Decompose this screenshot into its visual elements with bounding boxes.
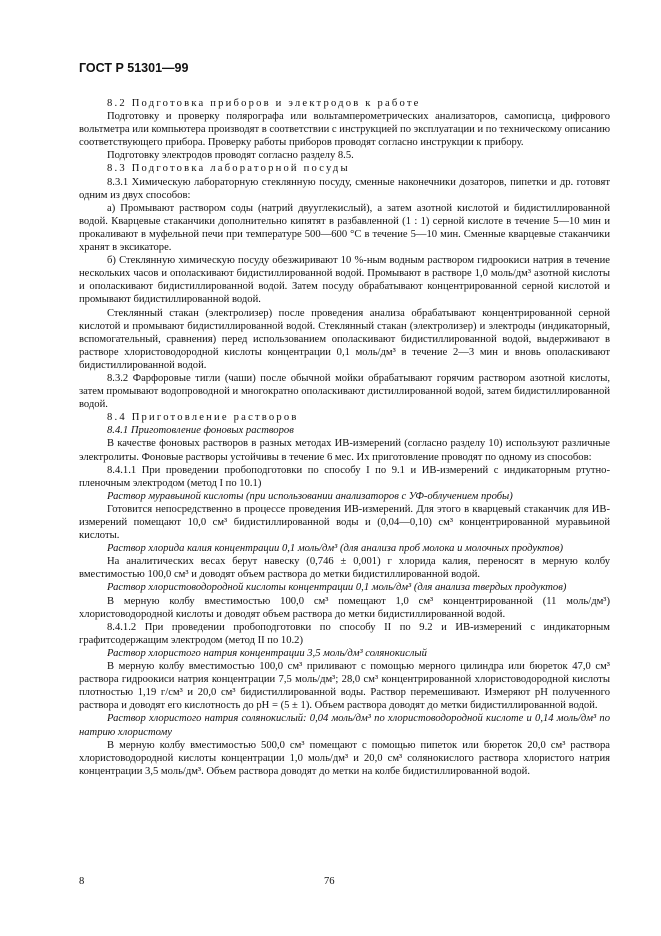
paragraph: 8.3.1 Химическую лабораторную стеклянную посуду, сменные наконечники дозаторов, пипетки и др. готовят одним из двух способов: <box>79 176 610 201</box>
paragraph: Готовится непосредственно в процессе проведения ИВ-измерений. Для этого в кварцевый стаканчик для ИВ-измерений помещают 10,0 см³ бидистиллированной воды и (0,04—0,10) см³ концентрированной муравьиной кислоты. <box>79 503 610 542</box>
page-number-left: 8 <box>79 876 85 887</box>
paragraph: 8.4.1.2 При проведении пробоподготовки по способу II по 9.2 и ИВ-измерений с индикаторным графитсодержащим электродом (метод II по 10.2) <box>79 621 610 646</box>
paragraph: В мерную колбу вместимостью 100,0 см³ помещают 1,0 см³ концентрированной (11 моль/дм³) хлористоводородной кислоты и доводят объем раствора до метки бидистиллированной водой. <box>79 595 610 620</box>
paragraph: Раствор хлористоводородной кислоты концентрации 0,1 моль/дм³ (для анализа твердых продуктов) <box>107 582 567 594</box>
paragraph: В качестве фоновых растворов в разных методах ИВ-измерений (согласно разделу 10) используют различные электролиты. Фоновые растворы устойчивы в течение 6 мес. Их приготовление проводят по одному из способов: <box>79 438 610 463</box>
paragraph: б) Стеклянную химическую посуду обезжиривают 10 %-ным водным раствором гидроокиси натрия в течение нескольких часов и ополаскивают бидистиллированной водой. Промывают в растворе 1,0 моль/дм³ азотной кислоты и ополаскивают бидистиллированной водой. Затем посуду обрабатывают концентрированной серной кислотой и промывают бидистиллированной водой. <box>79 255 610 306</box>
document-body <box>79 97 610 778</box>
paragraph: 8.3.2 Фарфоровые тигли (чаши) после обычной мойки обрабатывают горячим раствором азотной кислоты, затем промывают водопроводной и многократно ополаскивают дистиллированной водой, затем бидистиллированной водой. <box>79 372 610 411</box>
paragraph: В мерную колбу вместимостью 500,0 см³ помещают с помощью пипеток или бюреток 20,0 см³ раствора хлористоводородной кислоты концентрации 1,0 моль/дм³ и 20,0 см³ солянокислого раствора хлористого натрия концентрации 3,5 моль/дм³. Объем раствора доводят до метки на колбе бидистиллированной водой. <box>79 739 610 777</box>
paragraph: Подготовку электродов проводят согласно разделу 8.5. <box>107 150 354 162</box>
paragraph: Раствор муравьиной кислоты (при использовании анализаторов с УФ-облучением пробы) <box>107 490 513 502</box>
paragraph: 8.4.1.1 При проведении пробоподготовки по способу I по 9.1 и ИВ-измерений с индикаторным ртутно-пленочным электродом (метод I по 10.1) <box>79 464 610 489</box>
paragraph: а) Промывают раствором соды (натрий двууглекислый), а затем азотной кислотой и бидистиллированной водой. Кварцевые стаканчики дополнительно кипятят в разбавленной (1 : 1) серной кислоте в течение 5—10 мин и прокаливают в муфельной печи при температуре 500—600 °С в течение 5—10 мин. Сменные кварцевые стаканчики хранят в эксикаторе. <box>79 202 610 254</box>
paragraph: На аналитических весах берут навеску (0,746 ± 0,001) г хлорида калия, переносят в мерную колбу вместимостью 100,0 см³ и доводят объем раствора до метки бидистиллированной водой. <box>79 556 610 581</box>
paragraph: В мерную колбу вместимостью 100,0 см³ приливают с помощью мерного цилиндра или бюреток 47,0 см³ раствора гидроокиси натрия концентрации 7,5 моль/дм³; 28,0 см³ концентрированной хлористоводородной кислоты плотностью 1,19 г/см³ и 20,0 см³ бидистиллированной воды. Раствор перемешивают. Измеряют pH полученного раствора и доводят его кислотность до pH = (5 ± 1). Объем раствора доводят до метки бидистиллированной водой. <box>79 661 610 712</box>
paragraph: 8.3 Подготовка лабораторной посуды <box>107 163 350 175</box>
paragraph: Раствор хлористого натрия солянокислый: 0,04 моль/дм³ по хлористоводородной кислоте и 0,14 моль/дм³ по натрию хлористому <box>79 713 610 738</box>
page-number-center: 76 <box>324 876 335 887</box>
paragraph: 8.4.1 Приготовление фоновых растворов <box>107 425 294 437</box>
paragraph: 8.4 Приготовление растворов <box>107 412 299 424</box>
paragraph: Стеклянный стакан (электролизер) после проведения анализа обрабатывают концентрированной серной кислотой и промывают бидистиллированной водой. Стеклянный стакан (электролизер) и электроды (индикаторный, вспомогательный, сравнения) перед использованием ополаскивают бидистиллированной водой, выдерживают в растворе хлористоводородной кислоты концентрации 0,1 моль/дм³ в течение 2—3 мин и вновь ополаскивают бидистиллированной водой. <box>79 307 610 371</box>
paragraph: Раствор хлористого натрия концентрации 3,5 моль/дм³ солянокислый <box>107 647 427 659</box>
paragraph: Подготовку и проверку полярографа или вольтамперометрических анализаторов, самописца, цифрового вольтметра или компьютера производят в соответствии с инструкцией по эксплуатации и по техническому описанию соответствующего прибора. Проверку работы приборов проводят согласно инструкции к прибору. <box>79 111 610 149</box>
document-header: ГОСТ Р 51301—99 <box>79 61 189 75</box>
paragraph: 8.2 Подготовка приборов и электродов к работе <box>107 98 421 109</box>
paragraph: Раствор хлорида калия концентрации 0,1 моль/дм³ (для анализа проб молока и молочных продуктов) <box>107 543 563 555</box>
